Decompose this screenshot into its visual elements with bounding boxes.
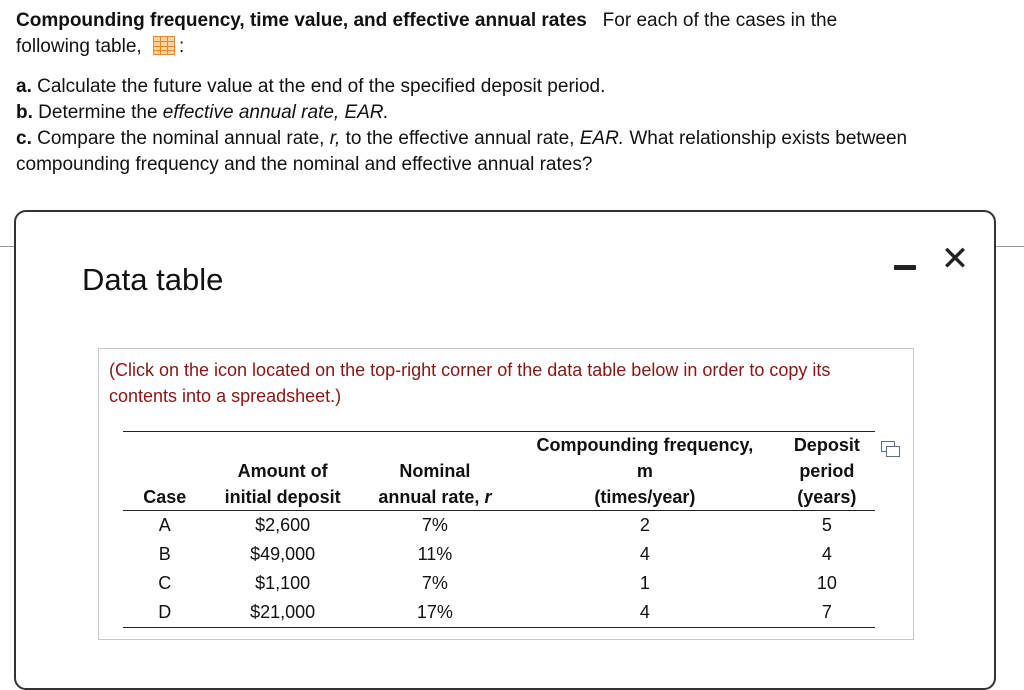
task-c-text-cont: compounding frequency and the nominal and effective annual rates?: [16, 154, 593, 175]
cell-frequency: 1: [639, 573, 650, 593]
task-c-letter: c.: [16, 128, 32, 149]
copy-icon[interactable]: [881, 441, 899, 457]
cell-period: 4: [821, 544, 832, 564]
cell-rate: 17%: [359, 598, 511, 628]
cell-period: 10: [816, 573, 837, 593]
spreadsheet-grid-icon[interactable]: [153, 36, 175, 55]
copy-instruction: (Click on the icon located on the top-right corner of the data table below in order to copy its contents into a spreadsheet.): [109, 360, 831, 406]
task-c-text-pre: Compare the nominal annual rate,: [37, 128, 325, 149]
col-header-period: Deposit period (years): [779, 432, 875, 511]
cell-deposit: $21,000: [207, 598, 359, 628]
cell-frequency: 2: [639, 515, 650, 535]
table-row: [123, 511, 875, 541]
task-c: [16, 126, 1016, 152]
problem-statement: [16, 8, 1016, 178]
task-a-text: Calculate the future value at the end of the specified deposit period.: [37, 76, 606, 97]
task-b-letter: b.: [16, 102, 33, 123]
task-b-text-pre: Determine the: [38, 102, 158, 123]
background-divider-left: [0, 246, 15, 247]
col-header-case: Case: [123, 432, 207, 511]
cell-deposit: $1,100: [255, 573, 311, 593]
problem-colon: :: [178, 36, 185, 57]
task-b-text-em: effective annual rate, EAR.: [162, 102, 389, 123]
background-divider-right: [996, 246, 1024, 247]
cell-frequency: 4: [639, 544, 650, 564]
problem-intro-line-2: [16, 34, 1016, 60]
cell-case: B: [158, 544, 171, 564]
data-panel: [98, 348, 914, 640]
task-a-letter: a.: [16, 76, 32, 97]
cell-period: 7: [779, 598, 875, 628]
task-c-text-mid: to the effective annual rate,: [345, 128, 575, 149]
cell-deposit: $49,000: [250, 544, 316, 564]
table-row: [123, 540, 875, 569]
col-header-rate: Nominal annual rate, r: [359, 432, 511, 511]
problem-title: Compounding frequency, time value, and effective annual rates: [16, 10, 587, 31]
task-b: [16, 100, 1016, 126]
cell-period: 5: [821, 515, 832, 535]
table-header-row: [123, 432, 875, 511]
task-list: [16, 74, 1016, 178]
cell-frequency: 4: [511, 598, 779, 628]
task-c-text-em: r,: [329, 128, 341, 149]
data-table: [123, 431, 875, 628]
table-row: [123, 598, 875, 628]
cell-case: A: [158, 515, 171, 535]
cell-rate: 7%: [421, 515, 448, 535]
cell-case: C: [158, 573, 172, 593]
cell-deposit: $2,600: [255, 515, 311, 535]
table-row: [123, 569, 875, 598]
data-table-modal: [14, 210, 996, 690]
cell-rate: 11%: [417, 544, 453, 564]
cell-case: D: [123, 598, 207, 628]
cell-rate: 7%: [421, 573, 448, 593]
col-header-deposit: Amount of initial deposit: [207, 432, 359, 511]
problem-intro: For each of the cases in the: [602, 10, 838, 31]
problem-intro-2: following table,: [16, 36, 142, 57]
problem-heading-line: [16, 8, 1016, 34]
modal-title: Data table: [82, 262, 224, 297]
col-header-frequency: Compounding frequency, m (times/year): [511, 432, 779, 511]
close-icon[interactable]: ✕: [940, 240, 970, 278]
task-a: [16, 74, 1016, 100]
minimize-button[interactable]: [894, 256, 918, 280]
task-c-text-post: What relationship exists between: [629, 128, 908, 149]
task-c-text-em2: EAR.: [579, 128, 625, 149]
task-c-continued: [16, 152, 1016, 178]
